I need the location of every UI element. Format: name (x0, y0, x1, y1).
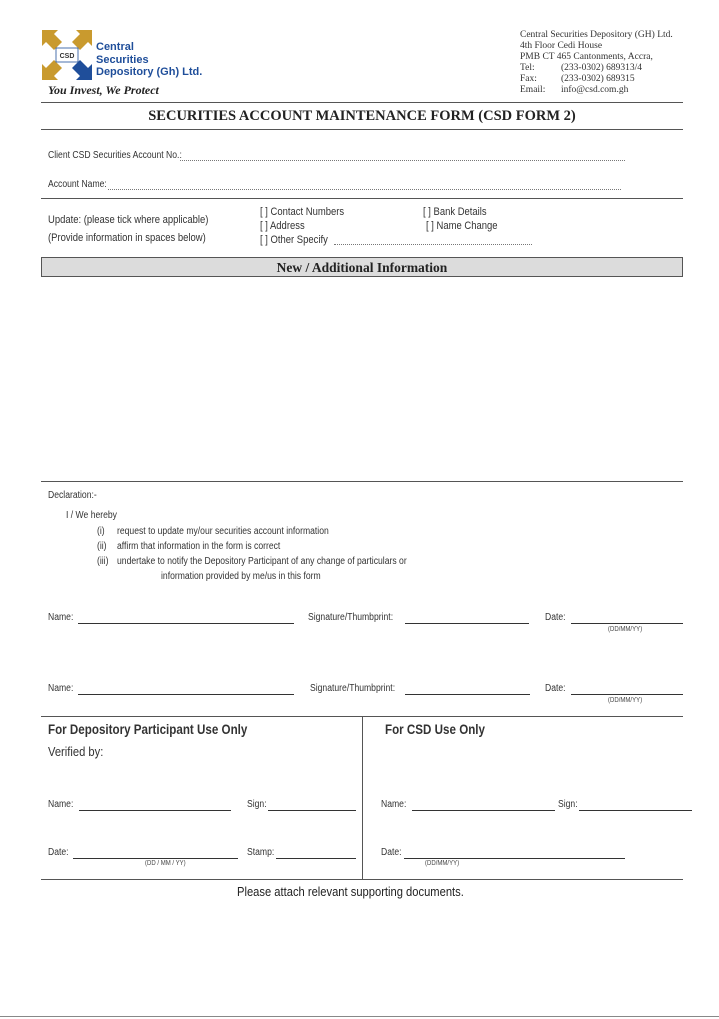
form-title: SECURITIES ACCOUNT MAINTENANCE FORM (CSD FORM 2) (148, 108, 576, 124)
checkbox-other-specify[interactable]: [ ] Other Specify (260, 234, 328, 246)
logo-line1: Central (96, 41, 134, 53)
logo-csd-text: CSD (59, 53, 75, 60)
account-name-label: Account Name: (48, 179, 107, 190)
dp-date-format: (DD / MM / YY) (145, 860, 186, 867)
csd-logo-mark (40, 28, 94, 82)
signer1-name-label: Name: (48, 612, 74, 623)
dp-name-label: Name: (48, 799, 74, 810)
signer2-date-field[interactable] (571, 694, 683, 695)
declaration-item-2-num: (ii) (97, 541, 107, 552)
office-divider (362, 716, 363, 879)
dp-name-field[interactable] (79, 810, 231, 811)
tel-label: Tel: (520, 63, 535, 73)
declaration-label: Declaration:- (48, 490, 97, 501)
update-instructions: (Provide information in spaces below) (48, 232, 206, 244)
other-specify-field[interactable] (334, 244, 532, 245)
account-no-field[interactable] (180, 160, 625, 161)
dp-sign-label: Sign: (247, 799, 267, 810)
csd-sign-label: Sign: (558, 799, 578, 810)
signer2-signature-field[interactable] (405, 694, 530, 695)
dp-date-label: Date: (48, 847, 69, 858)
checkbox-name-change[interactable]: [ ] Name Change (426, 220, 498, 232)
footer-note: Please attach relevant supporting documents. (237, 884, 464, 899)
csd-name-field[interactable] (412, 810, 555, 811)
csd-date-field[interactable] (404, 858, 625, 859)
declaration-item-1: request to update my/our securities account information (117, 526, 329, 537)
checkbox-address[interactable]: [ ] Address (260, 220, 305, 232)
signer1-date-label: Date: (545, 612, 566, 623)
declaration-intro: I / We hereby (66, 510, 117, 521)
signer1-date-field[interactable] (571, 623, 683, 624)
email-label: Email: (520, 85, 546, 95)
fields-bottom-rule (41, 198, 683, 199)
info-area-bottom-rule (41, 481, 683, 482)
title-top-rule (41, 102, 683, 103)
logo-line2: Securities (96, 53, 149, 66)
new-info-area[interactable] (41, 277, 683, 480)
signer1-date-format: (DD/MM/YY) (608, 626, 643, 633)
address-line1: 4th Floor Cedi House (520, 41, 603, 51)
signer2-date-label: Date: (545, 683, 566, 694)
dp-verified-by: Verified by: (48, 744, 104, 759)
account-no-label: Client CSD Securities Account No.: (48, 150, 182, 161)
dp-stamp-label: Stamp: (247, 847, 275, 858)
declaration-item-3: undertake to notify the Depository Participant of any change of particulars or (117, 556, 407, 567)
tel-value: (233-0302) 689313/4 (561, 63, 643, 73)
dp-section-title: For Depository Participant Use Only (48, 722, 248, 737)
dp-date-field[interactable] (73, 858, 238, 859)
csd-name-label: Name: (381, 799, 407, 810)
new-info-heading: New / Additional Information (41, 257, 683, 277)
page-bottom-rule (0, 1016, 719, 1017)
email-value: info@csd.com.gh (561, 85, 629, 95)
signer1-name-field[interactable] (78, 623, 294, 624)
checkbox-bank-details[interactable]: [ ] Bank Details (423, 206, 487, 218)
csd-section-title: For CSD Use Only (385, 722, 486, 737)
declaration-item-2: affirm that information in the form is correct (117, 541, 281, 552)
csd-date-format: (DD/MM/YY) (425, 860, 460, 867)
signer2-name-field[interactable] (78, 694, 294, 695)
signer2-name-label: Name: (48, 683, 74, 694)
checkbox-contact-numbers[interactable]: [ ] Contact Numbers (260, 206, 345, 218)
title-bottom-rule (41, 129, 683, 130)
signer2-date-format: (DD/MM/YY) (608, 697, 643, 704)
signer1-signature-label: Signature/Thumbprint: (308, 612, 394, 623)
declaration-item-3-cont: information provided by me/us in this form (161, 571, 321, 582)
dp-sign-field[interactable] (268, 810, 356, 811)
csd-date-label: Date: (381, 847, 402, 858)
account-name-field[interactable] (108, 189, 621, 190)
update-label: Update: (please tick where applicable) (48, 214, 209, 226)
signer2-signature-label: Signature/Thumbprint: (310, 683, 396, 694)
logo-wordmark (96, 41, 202, 79)
address-line2: PMB CT 465 Cantonments, Accra, (520, 52, 653, 62)
address-block (520, 30, 690, 96)
address-org: Central Securities Depository (GH) Ltd. (520, 30, 673, 40)
logo-line3: Depository (Gh) Ltd. (96, 66, 203, 78)
office-bottom-rule (41, 879, 683, 880)
fax-label: Fax: (520, 74, 537, 84)
signer1-signature-field[interactable] (405, 623, 529, 624)
declaration-item-1-num: (i) (97, 526, 105, 537)
tagline: You Invest, We Protect (48, 83, 159, 97)
declaration-item-3-num: (iii) (97, 556, 109, 567)
csd-sign-field[interactable] (579, 810, 692, 811)
fax-value: (233-0302) 689315 (561, 74, 635, 84)
dp-stamp-field[interactable] (276, 858, 356, 859)
